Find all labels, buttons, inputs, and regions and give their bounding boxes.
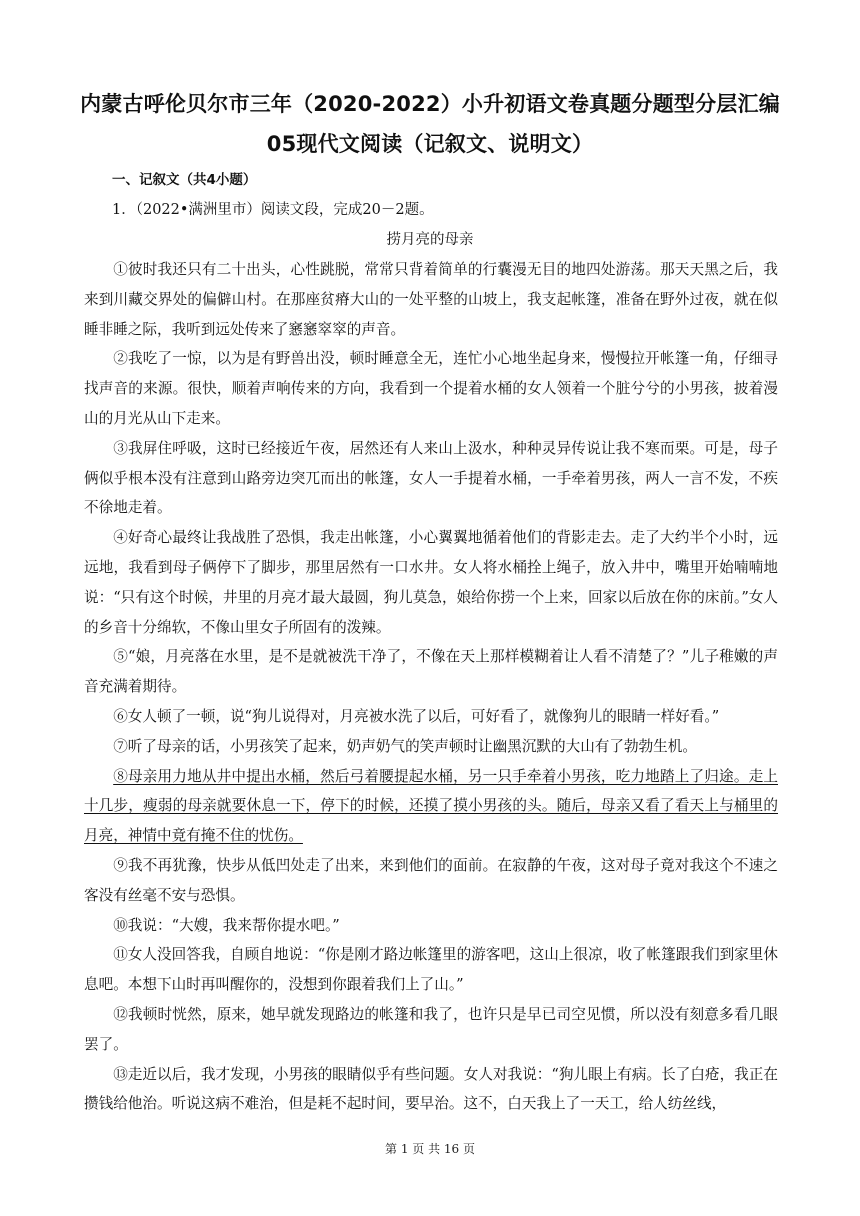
paragraph-10: ⑩我说：“大嫂，我来帮你提水吧。”: [113, 916, 340, 934]
section-heading: 一、记叙文（共4小题）: [112, 172, 257, 188]
paragraph-11: ⑪女人没回答我，自顾自地说：“你是刚才路边帐篷里的游客吧，这山上很凉，收了帐篷跟我们到家里休息吧。本想下山时再叫醒你的，没想到你跟着我们上了山。”: [84, 946, 778, 994]
document-title-line2: 05现代文阅读（记叙文、说明文）: [266, 132, 594, 156]
paragraph-8: [84, 762, 778, 851]
paragraph-6: ⑥女人顿了一顿，说“狗儿说得对，月亮被水洗了以后，可好看了，就像狗儿的眼睛一样好看。”: [113, 707, 720, 725]
paragraph-4: ④好奇心最终让我战胜了恐惧，我走出帐篷，小心翼翼地循着他们的背影走去。走了大约半个小时，远远地，我看到母子俩停下了脚步，那里居然有一口水井。女人将水桶拴上绳子，放入井中，嘴里开始喃喃地说：“只有这个时候，井里的月亮才最大最圆，狗儿莫急，娘给你捞一个上来，回家以后放在你的床前。”女人的乡音十分绵软，不像山里女子所固有的泼辣。: [84, 529, 778, 636]
paragraph-12: ⑫我顿时恍然，原来，她早就发现路边的帐篷和我了，也许只是早已司空见惯，所以没有刻意多看几眼罢了。: [84, 1005, 778, 1053]
paragraph-1: ①彼时我还只有二十出头，心性跳脱，常常只背着简单的行囊漫无目的地四处游荡。那天天黑之后，我来到川藏交界处的偏僻山村。在那座贫瘠大山的一处平整的山坡上，我支起帐篷，准备在野外过夜，就在似睡非睡之际，我听到远处传来了窸窸窣窣的声音。: [84, 261, 778, 338]
passage-body: [84, 255, 778, 1119]
paragraph-9: ⑨我不再犹豫，快步从低凹处走了出来，来到他们的面前。在寂静的午夜，这对母子竟对我这个不速之客没有丝毫不安与恐惧。: [84, 856, 778, 904]
question-prompt: 1．（2022•满洲里市）阅读文段，完成20－2题。: [112, 202, 434, 218]
passage-title: 捞月亮的母亲: [386, 232, 474, 248]
paragraph-3: ③我屏住呼吸，这时已经接近午夜，居然还有人来山上汲水，种种灵异传说让我不寒而栗。可是，母子俩似乎根本没有注意到山路旁边突兀而出的帐篷，女人一手提着水桶，一手牵着男孩，两人一言不发，不疾不徐地走着。: [84, 439, 778, 517]
underlined-passage: ⑧母亲用力地从井中提出水桶，然后弓着腰提起水桶，另一只手牵着小男孩，吃力地踏上了归途。走上十几步，瘦弱的母亲就要休息一下，停下的时候，还摸了摸小男孩的头。随后，母亲又看了看天上与桶里的月亮，神情中竟有掩不住的忧伤。: [84, 767, 778, 845]
paragraph-7: ⑦听了母亲的话，小男孩笑了起来，奶声奶气的笑声顿时让幽黑沉默的大山有了勃勃生机。: [113, 737, 697, 755]
paragraph-2: ②我吃了一惊，以为是有野兽出没，顿时睡意全无，连忙小心地坐起身来，慢慢拉开帐篷一角，仔细寻找声音的来源。很快，顺着声响传来的方向，我看到一个提着水桶的女人领着一个脏兮兮的小男孩，披着漫山的月光从山下走来。: [84, 350, 778, 427]
paragraph-5: ⑤“娘，月亮落在水里，是不是就被洗干净了，不像在天上那样模糊着让人看不清楚了？”儿子稚嫩的声音充满着期待。: [84, 648, 778, 696]
document-title-line1: 内蒙古呼伦贝尔市三年（2020-2022）小升初语文卷真题分题型分层汇编: [80, 92, 780, 116]
paragraph-13: ⑬走近以后，我才发现，小男孩的眼睛似乎有些问题。女人对我说：“狗儿眼上有病。长了白疮，我正在攒钱给他治。听说这病不难治，但是耗不起时间，要早治。这不，白天我上了一天工，给人纺丝线，: [84, 1065, 778, 1113]
page-footer: 第 1 页 共 16 页: [385, 1142, 475, 1156]
